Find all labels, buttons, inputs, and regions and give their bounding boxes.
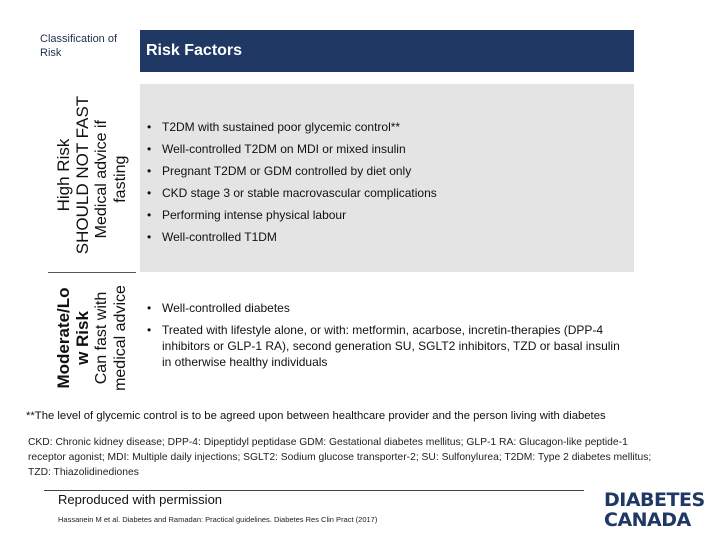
list-item: • Pregnant T2DM or GDM controlled by diet only	[147, 164, 412, 178]
moderate-risk-title-1: Moderate/Lo	[54, 287, 74, 389]
list-item: • Well-controlled T1DM	[147, 230, 277, 244]
moderate-risk-list	[144, 300, 624, 376]
moderate-risk-advice-2: medical advice	[112, 285, 130, 391]
high-risk-advice: Medical advice if fasting	[93, 120, 130, 239]
moderate-risk-title-2: w Risk	[73, 311, 93, 365]
list-item: • Well-controlled diabetes	[147, 301, 290, 315]
list-item: • Performing intense physical labour	[147, 208, 347, 222]
risk-factors-header	[140, 30, 634, 72]
moderate-risk-advice-1: Can fast with	[93, 291, 111, 385]
high-risk-factors	[140, 84, 634, 272]
high-risk-subtitle: SHOULD NOT FAST	[73, 95, 93, 255]
list-item: • CKD stage 3 or stable macrovascular complications	[147, 186, 437, 200]
high-risk-title: High Risk	[54, 138, 74, 212]
list-item: • T2DM with sustained poor glycemic control**	[147, 120, 401, 134]
reproduced-note: Reproduced with permission	[58, 492, 223, 507]
high-risk-label	[48, 78, 136, 272]
high-risk-list	[144, 116, 437, 248]
risk-factors-title: Risk Factors	[146, 42, 243, 59]
diabetes-canada-logo: DIABETES CANADA	[604, 489, 705, 531]
list-item: • Treated with lifestyle alone, or with: metformin, acarbose, incretin-therapies (DPP-4 inhibitors or GLP-1 RA), second generation SU, SGLT2 inhibitors, TZD or basal insulin in otherwise healthy individuals	[147, 323, 620, 369]
glycemic-footnote: **The level of glycemic control is to be agreed upon between healthcare provider and the person living with diabetes	[26, 410, 606, 422]
moderate-risk-label	[48, 272, 136, 403]
citation: Hassanein M et al. Diabetes and Ramadan: Practical guidelines. Diabetes Res Clin Pract (2017)	[58, 515, 378, 524]
moderate-risk-factors	[140, 278, 634, 398]
list-item: • Well-controlled T2DM on MDI or mixed insulin	[147, 142, 406, 156]
abbreviations: CKD: Chronic kidney disease; DPP-4: Dipeptidyl peptidase GDM: Gestational diabetes mellitus; GLP-1 RA: Glucagon-like peptide-1 receptor agonist; MDI: Multiple daily injections; SGLT2: Sodium glucose transporter-2; SU: Sulfonylurea; T2DM: Type 2 diabetes mellitus; TZD: Thiazolidinediones	[28, 437, 652, 478]
classification-header: Classification of Risk	[40, 33, 118, 59]
footer-divider	[44, 490, 584, 491]
